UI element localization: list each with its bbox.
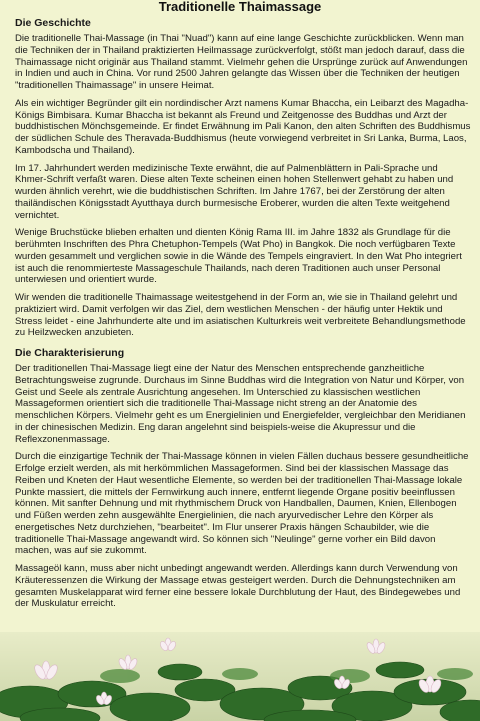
paragraph: Massageöl kann, muss aber nicht unbedingt angewandt werden. Allerdings kann durch Verwendung von Kräuteressenzen die Wirkung der Massage etwas gesteigert werden. Durch die Dehnungstechniken am gesamten Muskelapparat wird ferner eine bessere lokale Durchblutung der Haut, des Bindegewebes und der Muskulatur erreicht. — [15, 563, 461, 610]
paragraph: Die traditionelle Thai-Massage (in Thai "Nuad") kann auf eine lange Geschichte zurückblicken. Wenn man die Techniken der in Thailand praktizierten Heilmassage zurückverfolgt, stößt man jedoch darauf, dass die Thaimassage nicht originär aus Thailand stammt. Vielmehr gehen die Ursprünge zurück auf Anwendungen in Indien und auch in China. Vor rund 2500 Jahren gelangte das Wissen über die Techniken der heutigen "traditionellen Thaimassage" in unsere Heimat. — [15, 33, 468, 91]
paragraph: Der traditionellen Thai-Massage liegt eine der Natur des Menschen entsprechende ganzheitliche Betrachtungsweise zugrunde. Durchaus im Sinne Buddhas wird die Integration von Natur und Körper, von Geist und Seele als zentrale Ausrichtung angesehen. Im Unterschied zu klassischen westlichen Massageformen orientiert sich die traditionelle Thai-Massage nicht streng an der Anatomie des menschlichen Körpers. Vielmehr geht es um Energielinien und Energiefelder, vergleichbar den Meridianen in der chinesischen Medizin. Eng daran angelehnt sind beispiels-weise die Akupressur und die Reflexzonenmassage. — [15, 363, 466, 445]
section-heading-geschichte: Die Geschichte — [15, 17, 91, 29]
section-heading-charakterisierung: Die Charakterisierung — [15, 347, 125, 359]
page-title: Traditionelle Thaimassage — [158, 0, 322, 14]
paragraph: Wenige Bruchstücke blieben erhalten und dienten König Rama III. im Jahre 1832 als Grundlage für die berühmten Inschriften des Phra Chetuphon-Tempels (Wat Pho) in Bangkok. Die noch verfügbaren Texte wurden gesammelt und verglichen sowie in die Wände des Tempels eingraviert. In den Wat Pho integriert ist auch die renommierteste Massageschule Thailands, nach deren Traditionen auch unser Personal unterwiesen und orientiert wurde. — [15, 227, 462, 286]
paragraph: Durch die einzigartige Technik der Thai-Massage können in vielen Fällen duchaus bessere gesundheitliche Erfolge erzielt werden, als mit herkömmlichen Massageformen. Sind bei der klassischen Massage das Reiben und Kneten der Haut wesentliche Elemente, so werden bei der traditionellen Thai-Massage lokale Punkte massiert, die mittels der Fernwirkung auch innere, entfernt liegende Organe positiv beeinflussen können. Mit sanfter Dehnung und mit rhythmischem Druck von Handballen, Daumen, Knien, Ellenbogen und Füßen werden zehn ausgewählte Energielinien, die nach aryurvedischer Lehre den Körper als energetisches Netz durchziehen, "bearbeitet". Im Flur unserer Praxis hängen Schaubilder, wie die traditionelle Thai-Massage angewandt wird. So können sich "Neulinge" gerne vorher ein Bild davon machen, was auf sie zukommt. — [15, 451, 469, 557]
paragraph: Wir wenden die traditionelle Thaimassage weitestgehend in der Form an, wie sie in Thailand gelehrt und praktiziert wird. Damit verfolgen wir das Ziel, dem westlichen Menschen - der häufig unter Hektik und Stress leidet - eine Jahrhunderte alte und im asiatischen Kulturkreis weit verbreitete Behandlungsmethode zu Heilzwecken anzubieten. — [15, 292, 466, 339]
article-body — [13, 17, 471, 616]
lotus-pond-icon — [0, 632, 480, 721]
paragraph: Als ein wichtiger Begründer gilt ein nordindischer Arzt namens Kumar Bhaccha, ein Leibarzt des Magadha-Königs Bimbisara. Kumar Bhaccha ist bekannt als Freund und Zeitgenosse des Buddhas und Arzt der buddhistischen Mönchsgemeinde. Er findet Erwähnung im Pali Kanon, den alten Schriften des Buddhismus der südlichen Schule des Theravada-Buddhismus (heute vorwiegend verbreitet in Sri Lanka, Burma, Laos, Kambodscha und Thailand). — [15, 97, 471, 156]
paragraph: Im 17. Jahrhundert werden medizinische Texte erwähnt, die auf Palmenblättern in Pali-Sprache und Khmer-Schrift verfaßt waren. Diese alten Texte scheinen einen hohen Stellenwert gehabt zu haben und wurden ähnlich verehrt, wie die buddhistischen Schriften. Im Jahre 1767, bei der Zerstörung der alten thailändischen Königsstadt Ayutthaya durch burmesische Eroberer, wurden die alten Texte weitgehend vernichtet. — [15, 162, 454, 221]
